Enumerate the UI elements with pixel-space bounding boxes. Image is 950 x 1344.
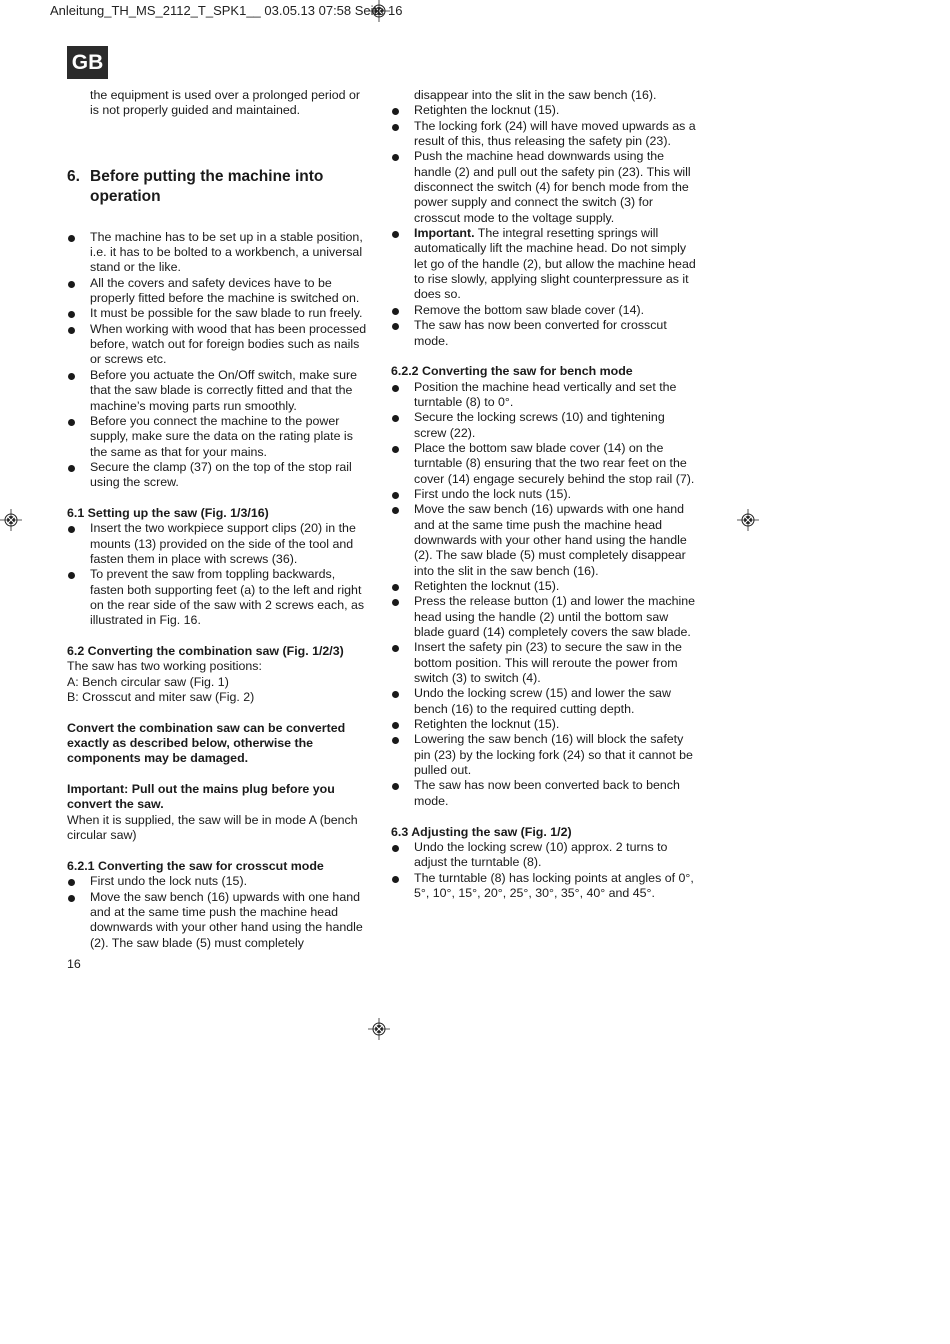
- registration-mark-icon: [737, 509, 759, 531]
- list-item: [391, 226, 696, 303]
- list-item: To prevent the saw from toppling backwards, fasten both supporting feet (a) to the left and right on the rear side of the saw with 2 screws each, as illustrated in Fig. 16.: [67, 567, 372, 628]
- continued-text: disappear into the slit in the saw bench (16).: [414, 88, 657, 102]
- list-item: Undo the locking screw (10) approx. 2 turns to adjust the turntable (8).: [391, 840, 696, 871]
- list-item: Move the saw bench (16) upwards with one hand and at the same time push the machine head downwards with your other hand using the handle (2). The saw blade (5) must completely: [67, 890, 372, 951]
- list-item: It must be possible for the saw blade to run freely.: [67, 306, 372, 321]
- list-item: First undo the lock nuts (15).: [391, 487, 696, 502]
- list-item: The locking fork (24) will have moved upwards as a result of this, thus releasing the safety pin (23).: [391, 119, 696, 150]
- language-badge: GB: [67, 46, 108, 79]
- section-6-2-2-heading: 6.2.2 Converting the saw for bench mode: [391, 364, 633, 379]
- list-item: The turntable (8) has locking points at angles of 0°, 5°, 10°, 15°, 20°, 25°, 30°, 35°, 40° and 45°.: [391, 871, 696, 902]
- registration-mark-icon: [368, 1018, 390, 1040]
- section-title: Before putting the machine into operation: [90, 168, 324, 206]
- list-item: The saw has now been converted for crosscut mode.: [391, 318, 696, 349]
- section-6-3-list: [391, 840, 696, 901]
- registration-mark-icon: [0, 509, 22, 531]
- important-note: Important: Pull out the mains plug before you convert the saw.: [67, 782, 335, 812]
- list-item: Secure the clamp (37) on the top of the stop rail using the screw.: [67, 460, 372, 491]
- crosscut-steps-list: [391, 103, 696, 349]
- print-header: Anleitung_TH_MS_2112_T_SPK1__ 03.05.13 07:58 Seite 16: [50, 3, 403, 18]
- list-item: First undo the lock nuts (15).: [67, 874, 372, 889]
- section-6-3-heading: 6.3 Adjusting the saw (Fig. 1/2): [391, 824, 572, 839]
- list-item: Retighten the locknut (15).: [391, 579, 696, 594]
- list-item: Before you connect the machine to the power supply, make sure the data on the rating plate is the same as that for your mains.: [67, 414, 372, 460]
- left-column: [67, 88, 372, 951]
- list-item: Press the release button (1) and lower the machine head using the handle (2) until the bottom saw blade guard (14) completely covers the saw blade.: [391, 594, 696, 640]
- list-item: The saw has now been converted back to bench mode.: [391, 778, 696, 809]
- important-label: Important.: [414, 226, 475, 241]
- right-column: [391, 88, 696, 901]
- list-item: Insert the two workpiece support clips (20) in the mounts (13) provided on the side of the tool and fasten them in place with screws (36).: [67, 521, 372, 567]
- list-item: Retighten the locknut (15).: [391, 717, 696, 732]
- supplied-note: When it is supplied, the saw will be in mode A (bench circular saw): [67, 812, 358, 843]
- section-6-1-list: [67, 521, 372, 628]
- text-line: A: Bench circular saw (Fig. 1): [67, 674, 229, 689]
- list-item: All the covers and safety devices have to be properly fitted before the machine is switched on.: [67, 276, 372, 307]
- list-item: Undo the locking screw (15) and lower the saw bench (16) to the required cutting depth.: [391, 686, 696, 717]
- list-item: Secure the locking screws (10) and tightening screw (22).: [391, 410, 696, 441]
- list-item: Move the saw bench (16) upwards with one hand and at the same time push the machine head downwards with your other hand using the handle (2). The saw blade (5) must completely disappear into the slit in the saw bench (16).: [391, 502, 696, 579]
- section-6-1-heading: 6.1 Setting up the saw (Fig. 1/3/16): [67, 505, 269, 520]
- section-6-2-heading: 6.2 Converting the combination saw (Fig. 1/2/3): [67, 644, 344, 658]
- list-item: Lowering the saw bench (16) will block the safety pin (23) by the locking fork (24) so that it cannot be pulled out.: [391, 732, 696, 778]
- text-line: The saw has two working positions:: [67, 659, 262, 674]
- list-item: When working with wood that has been processed before, watch out for foreign bodies such as nails or screws etc.: [67, 322, 372, 368]
- section-6-heading: [67, 167, 372, 207]
- list-item: The machine has to be set up in a stable position, i.e. it has to be bolted to a workbench, a universal stand or the like.: [67, 230, 372, 276]
- text-line: B: Crosscut and miter saw (Fig. 2): [67, 690, 255, 705]
- page-number: 16: [67, 957, 81, 971]
- important-text: The integral resetting springs will automatically lift the machine head. Do not simply let go of the handle (2), but allow the machine head to rise slowly, applying slight counterpressure as it does so.: [414, 226, 696, 302]
- list-item: Before you actuate the On/Off switch, make sure that the saw blade is correctly fitted and that the machine’s moving parts run smoothly.: [67, 368, 372, 414]
- section-6-2-1-heading: 6.2.1 Converting the saw for crosscut mode: [67, 858, 324, 873]
- section-6-2-1-list: [67, 874, 372, 951]
- list-item: Retighten the locknut (15).: [391, 103, 696, 118]
- list-item: Place the bottom saw blade cover (14) on the turntable (8) ensuring that the two rear feet on the cover (14) engage securely behind the stop rail (7).: [391, 441, 696, 487]
- section-6-list: [67, 230, 372, 491]
- list-item: Push the machine head downwards using the handle (2) and pull out the safety pin (23). This will disconnect the switch (4) for bench mode from the power supply and connect the switch (3) for crosscut mode to the voltage supply.: [391, 149, 696, 226]
- section-number: 6.: [67, 168, 80, 186]
- list-item: Remove the bottom saw blade cover (14).: [391, 303, 696, 318]
- intro-paragraph: the equipment is used over a prolonged period or is not properly guided and maintained.: [90, 88, 361, 118]
- list-item: Position the machine head vertically and set the turntable (8) to 0°.: [391, 380, 696, 411]
- conversion-warning: Convert the combination saw can be converted exactly as described below, otherwise the components may be damaged.: [67, 720, 346, 766]
- section-6-2-2-list: [391, 380, 696, 810]
- list-item: Insert the safety pin (23) to secure the saw in the bottom position. This will reroute the power from switch (3) to switch (4).: [391, 640, 696, 686]
